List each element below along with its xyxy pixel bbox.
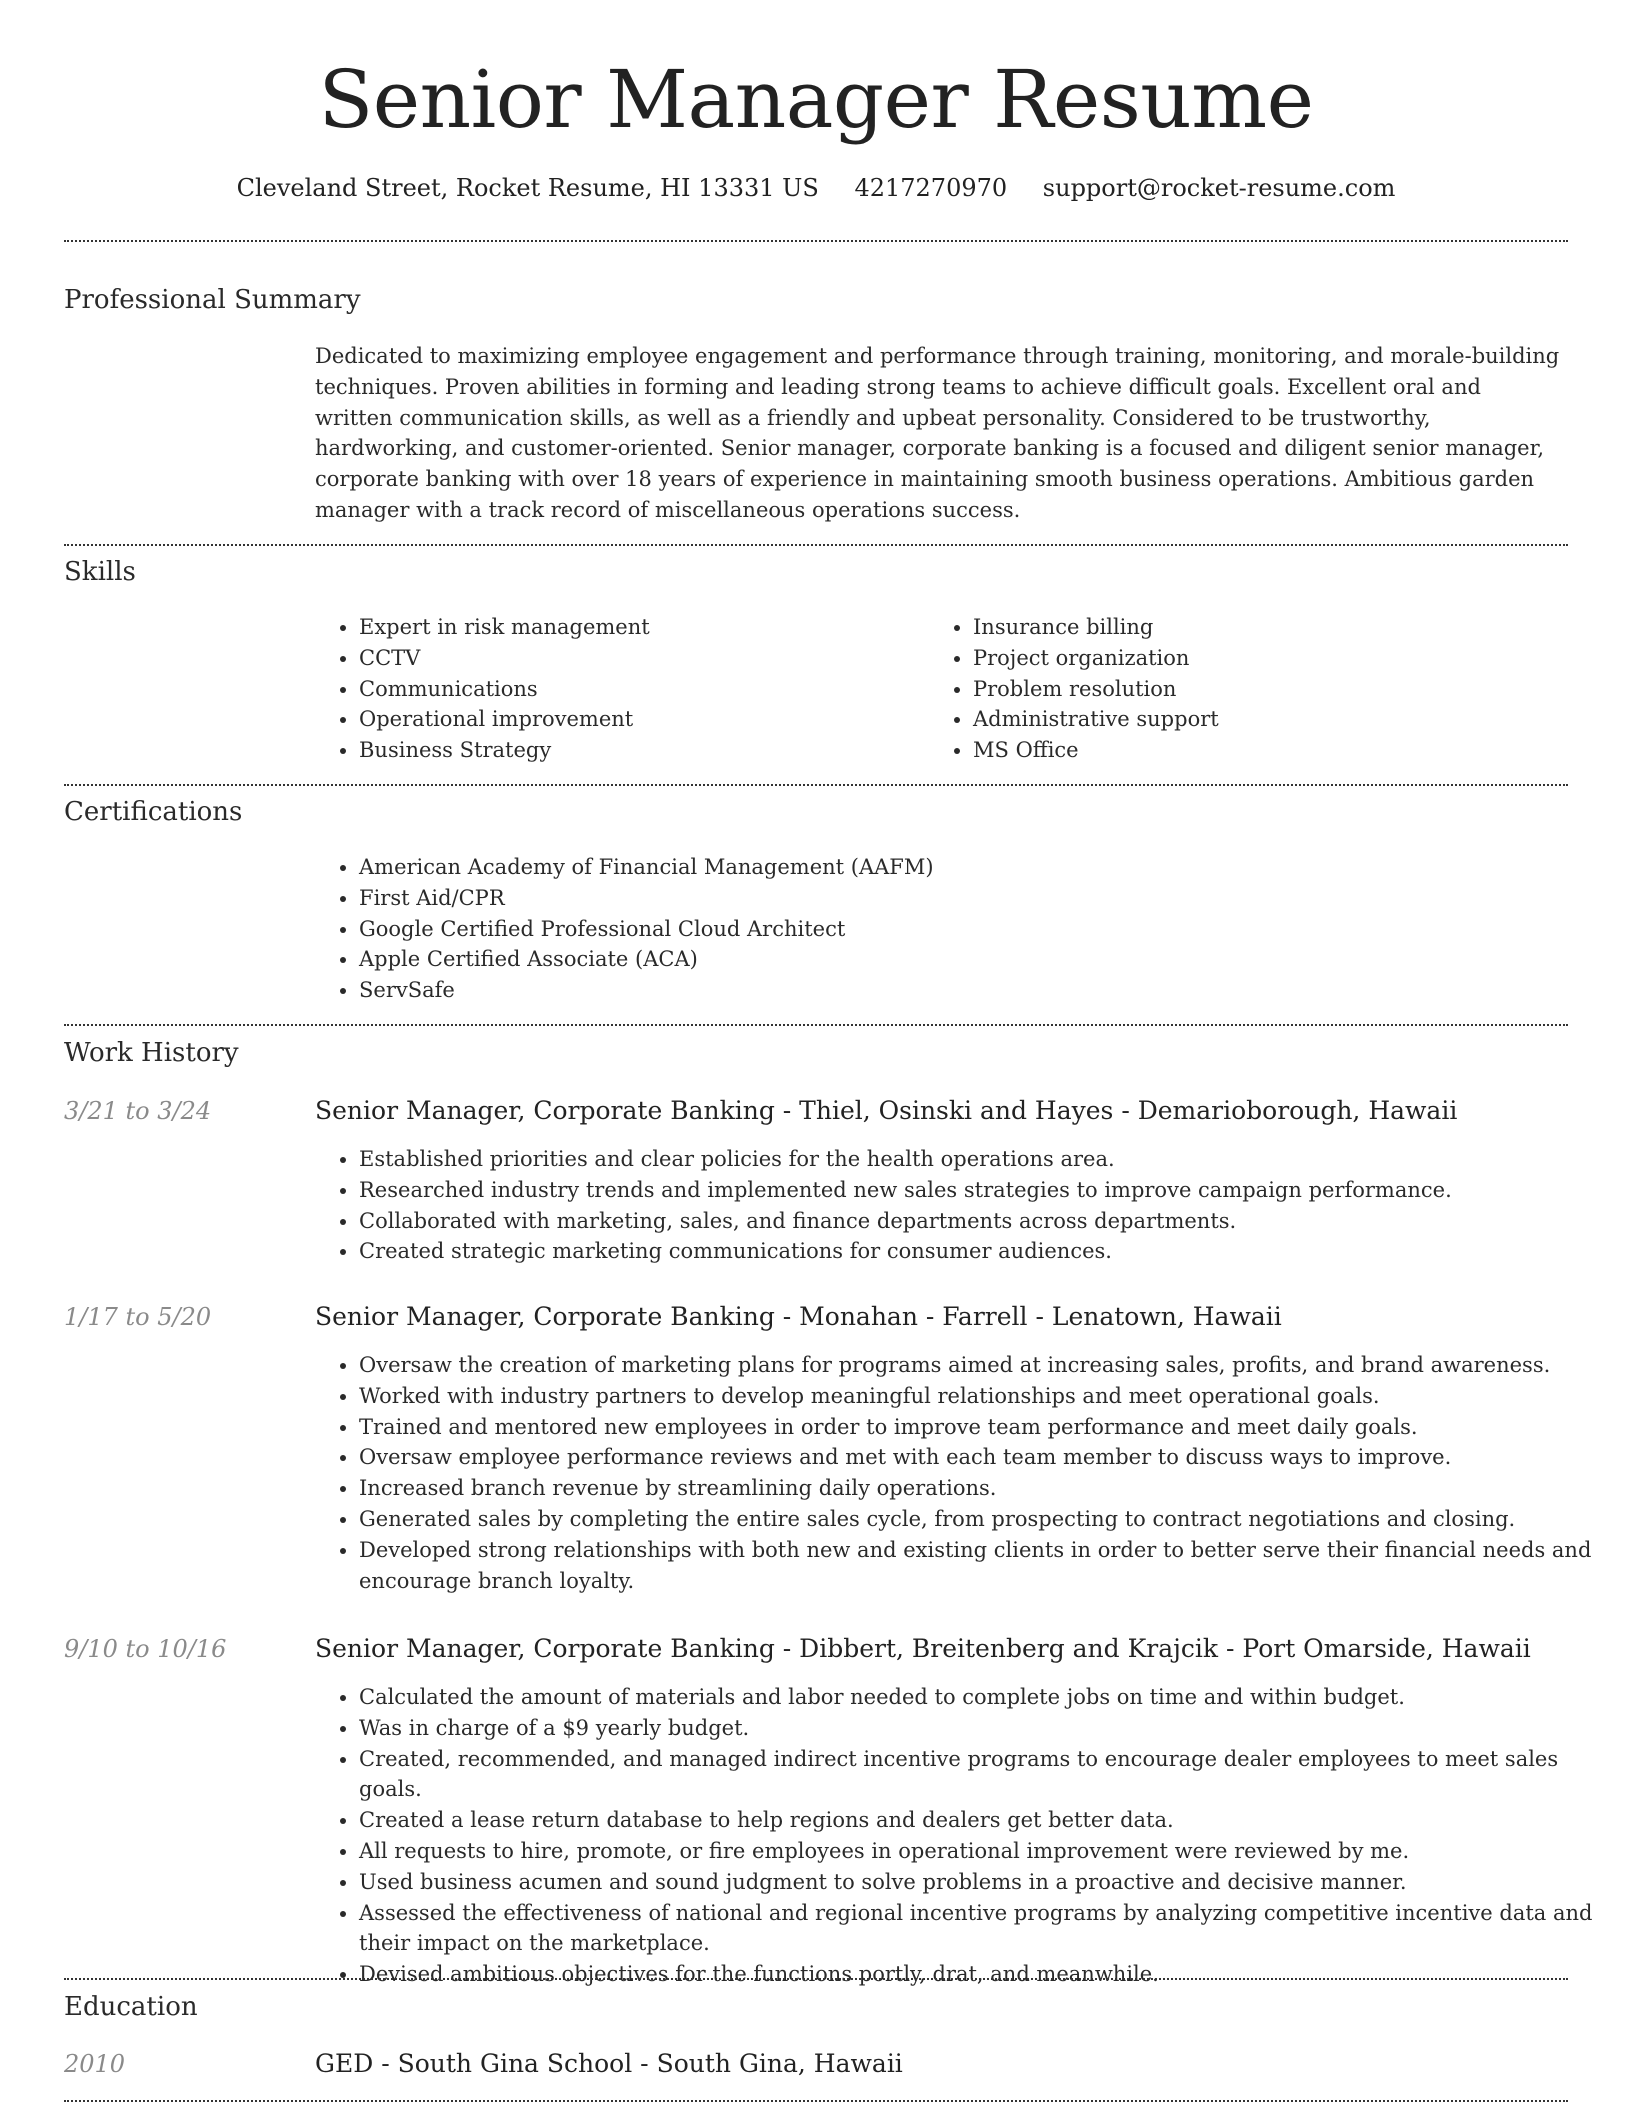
list-item: • Oversaw the creation of marketing plans for programs aimed at increasing sales, profits, and brand awareness. (359, 1350, 1609, 1381)
list-item: • ServSafe (359, 975, 1559, 1006)
list-item: • Increased branch revenue by streamlining daily operations. (359, 1473, 1609, 1504)
list-item: • MS Office (973, 735, 1533, 766)
list-item: • Business Strategy (359, 735, 919, 766)
email: support@rocket-resume.com (1042, 174, 1396, 202)
list-item: • Problem resolution (973, 674, 1533, 705)
section-title-skills: Skills (64, 557, 136, 587)
list-item: • Created, recommended, and managed indirect incentive programs to encourage dealer employees to meet sales goals. (359, 1744, 1609, 1806)
job-bullets (315, 1144, 1609, 1267)
list-item: • Trained and mentored new employees in order to improve team performance and meet daily goals. (359, 1412, 1609, 1443)
certifications-list (315, 852, 1559, 1006)
divider (64, 1978, 1568, 1980)
list-item: • Developed strong relationships with both new and existing clients in order to better serve their financial needs and encourage branch loyalty. (359, 1535, 1609, 1597)
job-bullets (315, 1350, 1609, 1596)
list-item: • Generated sales by completing the entire sales cycle, from prospecting to contract negotiations and closing. (359, 1504, 1609, 1535)
list-item: • Administrative support (973, 704, 1533, 735)
job-title: Senior Manager, Corporate Banking - Monahan - Farrell - Lenatown, Hawaii (315, 1302, 1282, 1331)
job-title: Senior Manager, Corporate Banking - Thiel, Osinski and Hayes - Demarioborough, Hawaii (315, 1096, 1458, 1125)
divider (64, 544, 1568, 546)
list-item: • Google Certified Professional Cloud Architect (359, 914, 1559, 945)
list-item: • First Aid/CPR (359, 883, 1559, 914)
list-item: • Created a lease return database to help regions and dealers get better data. (359, 1805, 1609, 1836)
job-dates: 9/10 to 10/16 (64, 1635, 227, 1663)
section-title-certifications: Certifications (64, 797, 243, 827)
list-item: • Researched industry trends and implemented new sales strategies to improve campaign performance. (359, 1175, 1609, 1206)
list-item: • Created strategic marketing communications for consumer audiences. (359, 1236, 1609, 1267)
education-year: 2010 (64, 2050, 126, 2078)
divider (64, 1024, 1568, 1026)
phone: 4217270970 (854, 174, 1008, 202)
summary-text: Dedicated to maximizing employee engagement and performance through training, monitoring, and morale-building techniques. Proven abilities in forming and leading strong teams to achieve difficult goals. Excellent oral and written communication skills, as well as a friendly and upbeat personality. Considered to be trustworthy, hardworking, and customer-oriented. Senior manager, corporate banking is a focused and diligent senior manager, corporate banking with over 18 years of experience in maintaining smooth business operations. Ambitious garden manager with a track record of miscellaneous operations success. (315, 344, 1560, 522)
list-item: • Devised ambitious objectives for the functions portly, drat, and meanwhile. (359, 1959, 1609, 1990)
divider (64, 2100, 1568, 2102)
list-item: • Operational improvement (359, 704, 919, 735)
list-item: • Was in charge of a $9 yearly budget. (359, 1713, 1609, 1744)
list-item: • Worked with industry partners to develop meaningful relationships and meet operational goals. (359, 1381, 1609, 1412)
list-item: • Used business acumen and sound judgment to solve problems in a proactive and decisive manner. (359, 1867, 1609, 1898)
skills-list-right (929, 612, 1533, 766)
job-dates: 1/17 to 5/20 (64, 1303, 212, 1331)
address: Cleveland Street, Rocket Resume, HI 13331 US (236, 174, 819, 202)
list-item: • Assessed the effectiveness of national and regional incentive programs by analyzing competitive incentive data and their impact on the marketplace. (359, 1898, 1609, 1960)
contact-info (0, 168, 1632, 208)
list-item: • American Academy of Financial Management (AAFM) (359, 852, 1559, 883)
divider (64, 240, 1568, 242)
list-item: • Communications (359, 674, 919, 705)
list-item: • Established priorities and clear policies for the health operations area. (359, 1144, 1609, 1175)
divider (64, 784, 1568, 786)
list-item: • Collaborated with marketing, sales, and finance departments across departments. (359, 1206, 1609, 1237)
section-title-education: Education (64, 1992, 198, 2022)
list-item: • Insurance billing (973, 612, 1533, 643)
section-title-work-history: Work History (64, 1038, 239, 1068)
list-item: • Apple Certified Associate (ACA) (359, 944, 1559, 975)
job-dates: 3/21 to 3/24 (64, 1097, 212, 1125)
list-item: • Expert in risk management (359, 612, 919, 643)
job-bullets (315, 1682, 1609, 1990)
education-entry: GED - South Gina School - South Gina, Hawaii (315, 2049, 903, 2078)
job-title: Senior Manager, Corporate Banking - Dibbert, Breitenberg and Krajcik - Port Omarside, Hawaii (315, 1634, 1531, 1663)
list-item: • Project organization (973, 643, 1533, 674)
list-item: • Calculated the amount of materials and labor needed to complete jobs on time and within budget. (359, 1682, 1609, 1713)
list-item: • All requests to hire, promote, or fire employees in operational improvement were reviewed by me. (359, 1836, 1609, 1867)
section-title-summary: Professional Summary (64, 285, 361, 315)
list-item: • Oversaw employee performance reviews and met with each team member to discuss ways to improve. (359, 1442, 1609, 1473)
skills-list-left (315, 612, 919, 766)
resume-title: Senior Manager Resume (318, 53, 1314, 146)
list-item: • CCTV (359, 643, 919, 674)
